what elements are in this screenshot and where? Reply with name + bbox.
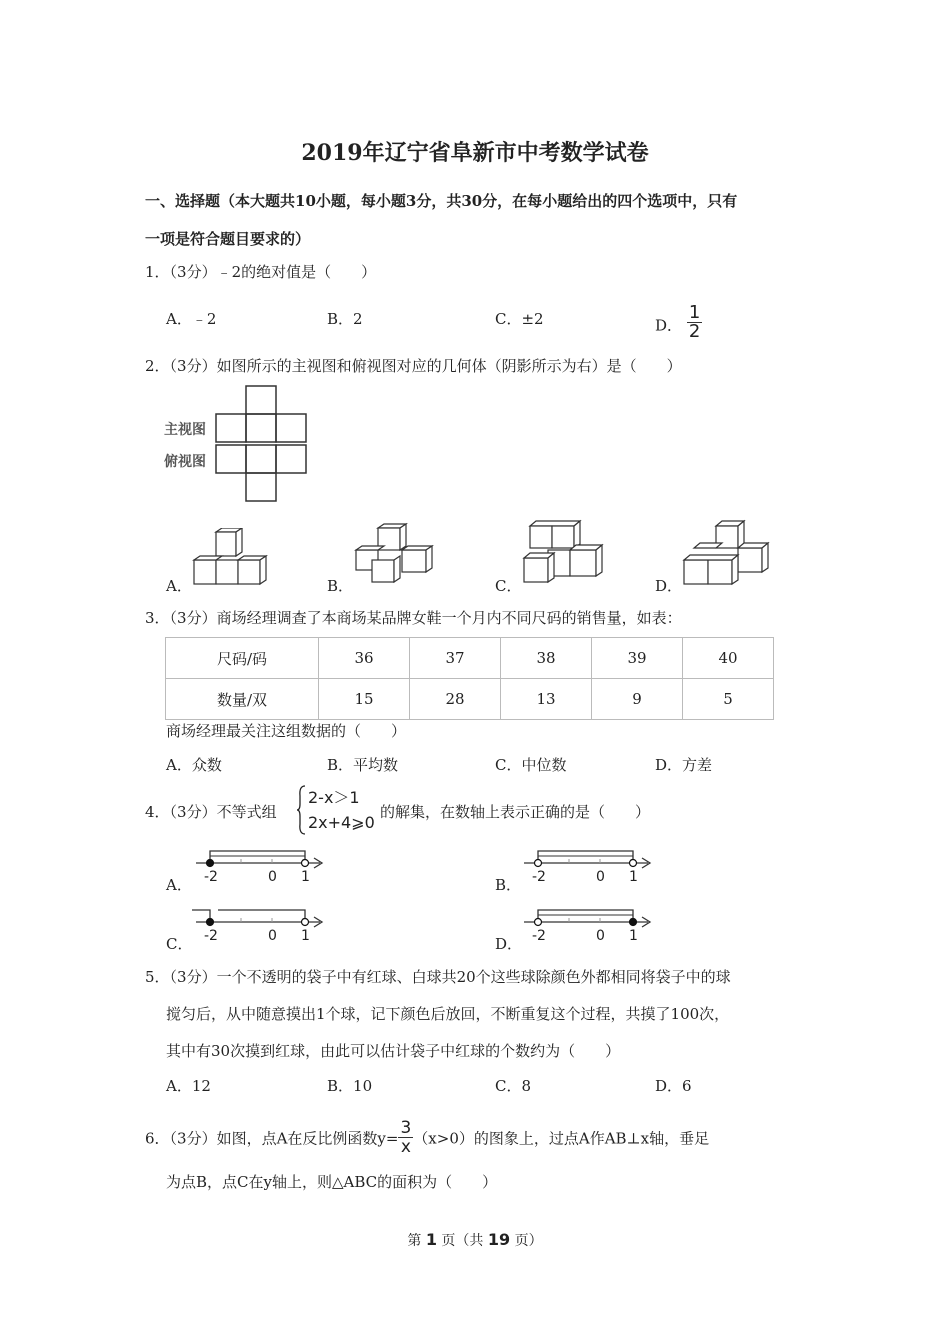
q5-option-d: D．6	[655, 1077, 692, 1095]
q2-solid-c	[520, 518, 610, 586]
q4-number-line-b	[520, 843, 660, 887]
q3-option-a: A．众数	[166, 756, 222, 774]
tick-label-neg2: -2	[204, 928, 218, 944]
q2-option-d: D．	[655, 577, 683, 595]
tick-label-0: 0	[268, 869, 277, 885]
q4-number-line-d	[520, 902, 660, 946]
endpoint-neg2	[535, 919, 542, 926]
q4-stem-post: 的解集，在数轴上表示正确的是（ ）	[380, 803, 651, 821]
section-heading-line1: 一、选择题（本大题共10小题，每小题3分，共30分，在每小题给出的四个选项中，只有	[145, 192, 738, 210]
q2-solid-d	[680, 518, 775, 588]
q6-line2: 为点B，点C在y轴上，则△ABC的面积为（ ）	[166, 1173, 498, 1191]
top-view-label: 俯视图	[164, 454, 206, 470]
q2-option-a: A．	[166, 577, 192, 595]
q3-size-sales-table	[165, 637, 774, 720]
q2-option-c: C．	[495, 577, 522, 595]
endpoint-neg2	[207, 919, 214, 926]
tick-label-neg2: -2	[532, 928, 546, 944]
table-cell: 40	[683, 638, 774, 679]
endpoint-1	[630, 860, 637, 867]
q3-option-d: D．方差	[655, 756, 713, 774]
q1-option-d: D． $\frac{1}{2}$	[655, 302, 701, 342]
solution-bracket	[538, 910, 633, 922]
q5-line1: 5．（3分）一个不透明的袋子中有红球、白球共20个这些球除颜色外都相同将袋子中的球	[145, 968, 731, 986]
q3-option-b: B．平均数	[327, 756, 399, 774]
table-row	[166, 679, 774, 720]
tick-label-1: 1	[301, 928, 310, 944]
q5-line2: 搅匀后，从中随意摸出1个球，记下颜色后放回，不断重复这个过程，共摸了100次，	[166, 1005, 730, 1023]
q4-inequality-1: 2-x＞1	[308, 788, 360, 807]
table-row	[166, 638, 774, 679]
table-cell: 38	[501, 638, 592, 679]
tick-label-0: 0	[596, 869, 605, 885]
tick-label-neg2: -2	[532, 869, 546, 885]
page-title: 2019年辽宁省阜新市中考数学试卷	[301, 140, 649, 166]
q2-views-figure	[160, 383, 320, 505]
q2-stem: 2．（3分）如图所示的主视图和俯视图对应的几何体（阴影所示为右）是（ ）	[145, 357, 682, 375]
q5-option-a: A．12	[166, 1077, 211, 1095]
q4-option-d: D．	[495, 935, 523, 953]
section-heading-line2: 一项是符合题目要求的）	[145, 230, 311, 248]
q4-option-c: C．	[166, 935, 193, 953]
q2-option-b: B．	[327, 577, 354, 595]
solution-bracket	[210, 851, 305, 863]
q3-after-text: 商场经理最关注这组数据的（ ）	[166, 722, 407, 740]
q1-option-c: C．±2	[495, 310, 544, 328]
table-cell: 15	[319, 679, 410, 720]
q4-option-a: A．	[166, 876, 192, 894]
tick-label-neg2: -2	[204, 869, 218, 885]
q4-stem-pre: 4．（3分）不等式组	[145, 803, 277, 821]
endpoint-neg2	[535, 860, 542, 867]
q1-stem: 1．（3分）﹣2的绝对值是（ ）	[145, 263, 377, 281]
table-cell: 37	[410, 638, 501, 679]
tick-label-1: 1	[629, 928, 638, 944]
table-cell: 5	[683, 679, 774, 720]
q4-option-b: B．	[495, 876, 522, 894]
q3-stem: 3．（3分）商场经理调查了本商场某品牌女鞋一个月内不同尺码的销售量，如表：	[145, 609, 682, 627]
q2-solid-b	[352, 520, 437, 588]
endpoint-1	[302, 919, 309, 926]
endpoint-neg2	[207, 860, 214, 867]
table-cell: 9	[592, 679, 683, 720]
q1-option-a: A．﹣2	[166, 310, 217, 328]
main-view-label: 主视图	[164, 422, 206, 438]
q5-line3: 其中有30次摸到红球，由此可以估计袋子中红球的个数约为（ ）	[166, 1042, 621, 1060]
table-header-cell: 尺码/码	[166, 638, 319, 679]
right-bracket	[218, 910, 305, 922]
table-cell: 13	[501, 679, 592, 720]
q6-line1: 6．（3分）如图，点A在反比例函数y= $\frac{3}{x}$ （x>0）的图象上，过点A作AB⊥x轴，垂足	[145, 1118, 710, 1157]
q4-brace	[296, 784, 306, 836]
page-footer: 第 1 页（共 19 页）	[407, 1230, 543, 1249]
endpoint-1	[302, 860, 309, 867]
endpoint-1	[630, 919, 637, 926]
q4-number-line-a	[192, 843, 332, 887]
q4-number-line-c	[192, 902, 332, 946]
q2-solid-a	[190, 528, 275, 588]
tick-label-1: 1	[301, 869, 310, 885]
table-cell: 39	[592, 638, 683, 679]
tick-label-0: 0	[268, 928, 277, 944]
table-cell: 28	[410, 679, 501, 720]
q1-option-b: B．2	[327, 310, 363, 328]
q3-option-c: C．中位数	[495, 756, 567, 774]
table-header-cell: 数量/双	[166, 679, 319, 720]
tick-label-0: 0	[596, 928, 605, 944]
tick-label-1: 1	[629, 869, 638, 885]
q5-option-c: C．8	[495, 1077, 532, 1095]
solution-bracket	[538, 851, 633, 863]
q4-inequality-2: 2x+4⩾0	[308, 813, 375, 832]
table-cell: 36	[319, 638, 410, 679]
q5-option-b: B．10	[327, 1077, 373, 1095]
